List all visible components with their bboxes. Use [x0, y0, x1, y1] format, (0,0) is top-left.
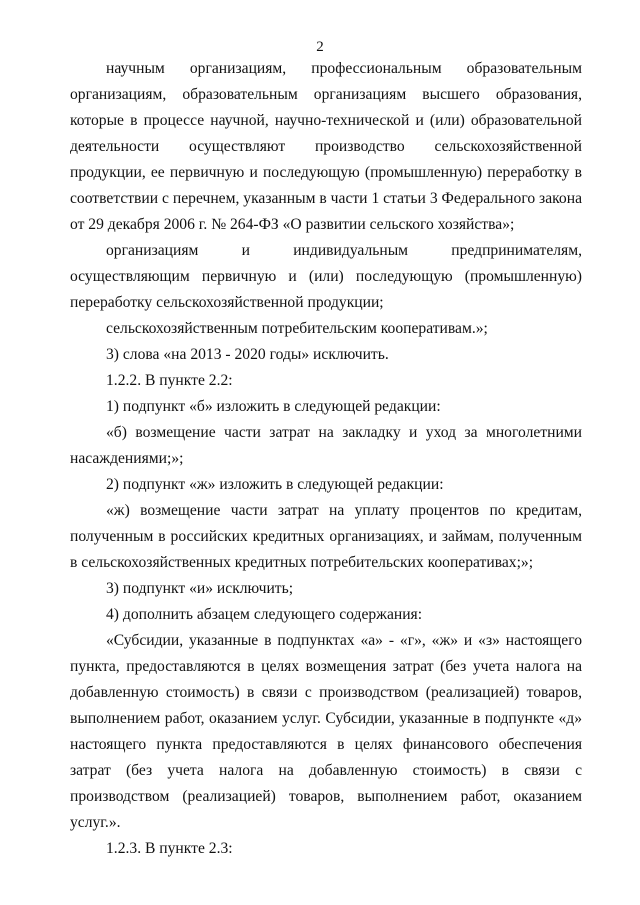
paragraph-4: 3) слова «на 2013 - 2020 годы» исключить.	[106, 346, 389, 363]
paragraph-11: 4) дополнить абзацем следующего содержания:	[106, 606, 423, 623]
paragraph-1: научным организациям, профессиональным образовательным организациям, образовательным организациям высшего образования, которые в процессе научной, научно-технической и (или) образовательной деятельности осуществляют производство сельскохозяйственной продукции, ее первичную и последующую (промышленную) переработку в соответствии с перечнем, указанным в части 1 статьи 3 Федерального закона от 29 декабря 2006 г. № 264-ФЗ «О развитии сельского хозяйства»;	[70, 60, 582, 233]
paragraph-2: организациям и индивидуальным предпринимателям, осуществляющим первичную и (или) последующую (промышленную) переработку сельскохозяйственной продукции;	[70, 242, 582, 311]
paragraph-9: «ж) возмещение части затрат на уплату процентов по кредитам, полученным в российских кредитных организациях, и займам, полученным в сельскохозяйственных кредитных потребительских кооперативах;»;	[70, 502, 582, 571]
page-number: 2	[316, 39, 324, 55]
paragraph-12: «Субсидии, указанные в подпунктах «а» - «г», «ж» и «з» настоящего пункта, предоставляются в целях возмещения затрат (без учета налога на добавленную стоимость) в связи с производством (реализацией) товаров, выполнением работ, оказанием услуг. Субсидии, указанные в подпункте «д» настоящего пункта предоставляются в целях финансового обеспечения затрат (без учета налога на добавленную стоимость) в связи с производством (реализацией) товаров, выполнением работ, оказанием услуг.».	[70, 632, 582, 831]
paragraph-13: 1.2.3. В пункте 2.3:	[106, 840, 233, 857]
paragraph-3: сельскохозяйственным потребительским кооперативам.»;	[106, 320, 488, 337]
paragraph-5: 1.2.2. В пункте 2.2:	[106, 372, 233, 389]
paragraph-10: 3) подпункт «и» исключить;	[106, 580, 294, 597]
paragraph-6: 1) подпункт «б» изложить в следующей редакции:	[106, 398, 441, 415]
paragraph-8: 2) подпункт «ж» изложить в следующей редакции:	[106, 476, 444, 493]
document-body	[70, 56, 582, 862]
paragraph-7: «б) возмещение части затрат на закладку и уход за многолетними насаждениями;»;	[70, 424, 582, 467]
